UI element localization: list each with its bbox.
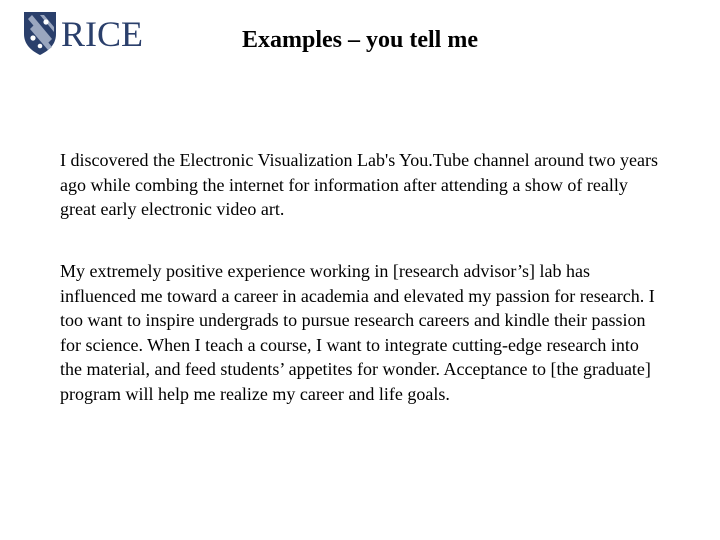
example-paragraph-1: I discovered the Electronic Visualization Lab's You.Tube channel around two years ago while combing the internet for information after attending a show of really great early electronic video art. (60, 150, 659, 219)
example-paragraph-2: My extremely positive experience working in [research advisor’s] lab has influenced me toward a career in academia and elevated my passion for research. I too want to inspire undergrads to pursue research careers and kindle their passion for science. When I teach a course, I want to integrate cutting-edge research into the material, and feed students’ appetites for wonder. Acceptance to [the graduate] program will help me realize my career and life goals. (60, 261, 655, 404)
slide-title: Examples – you tell me (242, 27, 478, 53)
rice-wordmark: RICE (61, 14, 144, 54)
rice-logo (22, 8, 143, 58)
rice-shield-icon (22, 10, 58, 56)
